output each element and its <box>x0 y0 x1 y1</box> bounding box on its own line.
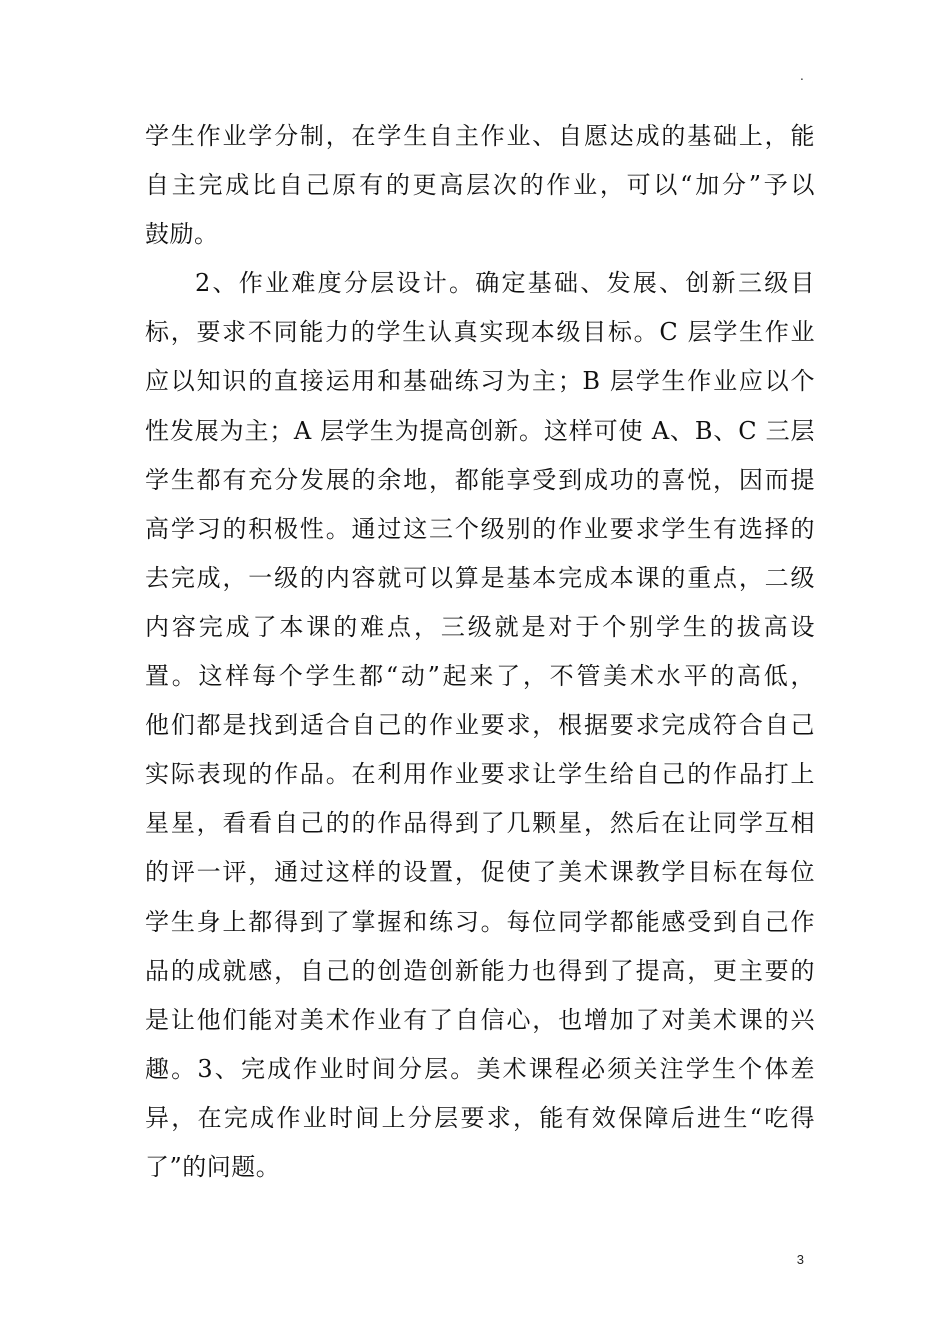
text-line: 他们都是找到适合自己的作业要求，根据要求完成符合自己 <box>145 711 815 740</box>
text-line: 了”的问题。 <box>145 1152 281 1181</box>
text-line: 高学习的积极性。通过这三个级别的作业要求学生有选择的 <box>145 514 815 543</box>
text-line: 星星，看看自己的的作品得到了几颗星，然后在让同学互相 <box>145 809 815 838</box>
page-number-container <box>0 1252 950 1267</box>
text-line: 置。这样每个学生都“动”起来了，不管美术水平的高低， <box>145 662 815 691</box>
text-line: 去完成，一级的内容就可以算是基本完成本课的重点，二级 <box>145 563 815 592</box>
header-mark: . <box>800 69 804 83</box>
page-number: 3 <box>796 1252 804 1267</box>
text-line: 鼓励。 <box>145 220 219 249</box>
text-line: 学生作业学分制，在学生自主作业、自愿达成的基础上，能 <box>145 122 815 150</box>
text-line: 异，在完成作业时间上分层要求，能有效保障后进生“吃得 <box>145 1103 815 1132</box>
text-line: 趣。3、完成作业时间分层。美术课程必须关注学生个体差 <box>145 1054 815 1083</box>
text-line: 是让他们能对美术作业有了自信心，也增加了对美术课的兴 <box>145 1005 815 1034</box>
text-line: 2、作业难度分层设计。确定基础、发展、创新三级目 <box>195 269 815 298</box>
text-line: 标，要求不同能力的学生认真实现本级目标。C 层学生作业 <box>145 318 815 347</box>
text-line: 学生都有充分发展的余地，都能享受到成功的喜悦，因而提 <box>145 465 815 494</box>
text-line: 内容完成了本课的难点，三级就是对于个别学生的拔高设 <box>145 612 815 641</box>
text-line: 品的成就感，自己的创造创新能力也得到了提高，更主要的 <box>145 956 815 985</box>
text-line: 的评一评，通过这样的设置，促使了美术课教学目标在每位 <box>145 858 815 887</box>
text-line: 自主完成比自己原有的更高层次的作业，可以“加分”予以 <box>145 171 815 200</box>
text-line: 实际表现的作品。在利用作业要求让学生给自己的作品打上 <box>145 760 815 789</box>
text-line: 性发展为主；A 层学生为提高创新。这样可使 A、B、C 三层 <box>145 416 815 445</box>
body-text <box>145 112 815 1192</box>
text-line: 学生身上都得到了掌握和练习。每位同学都能感受到自己作 <box>145 907 815 936</box>
text-line: 应以知识的直接运用和基础练习为主；B 层学生作业应以个 <box>145 367 815 396</box>
